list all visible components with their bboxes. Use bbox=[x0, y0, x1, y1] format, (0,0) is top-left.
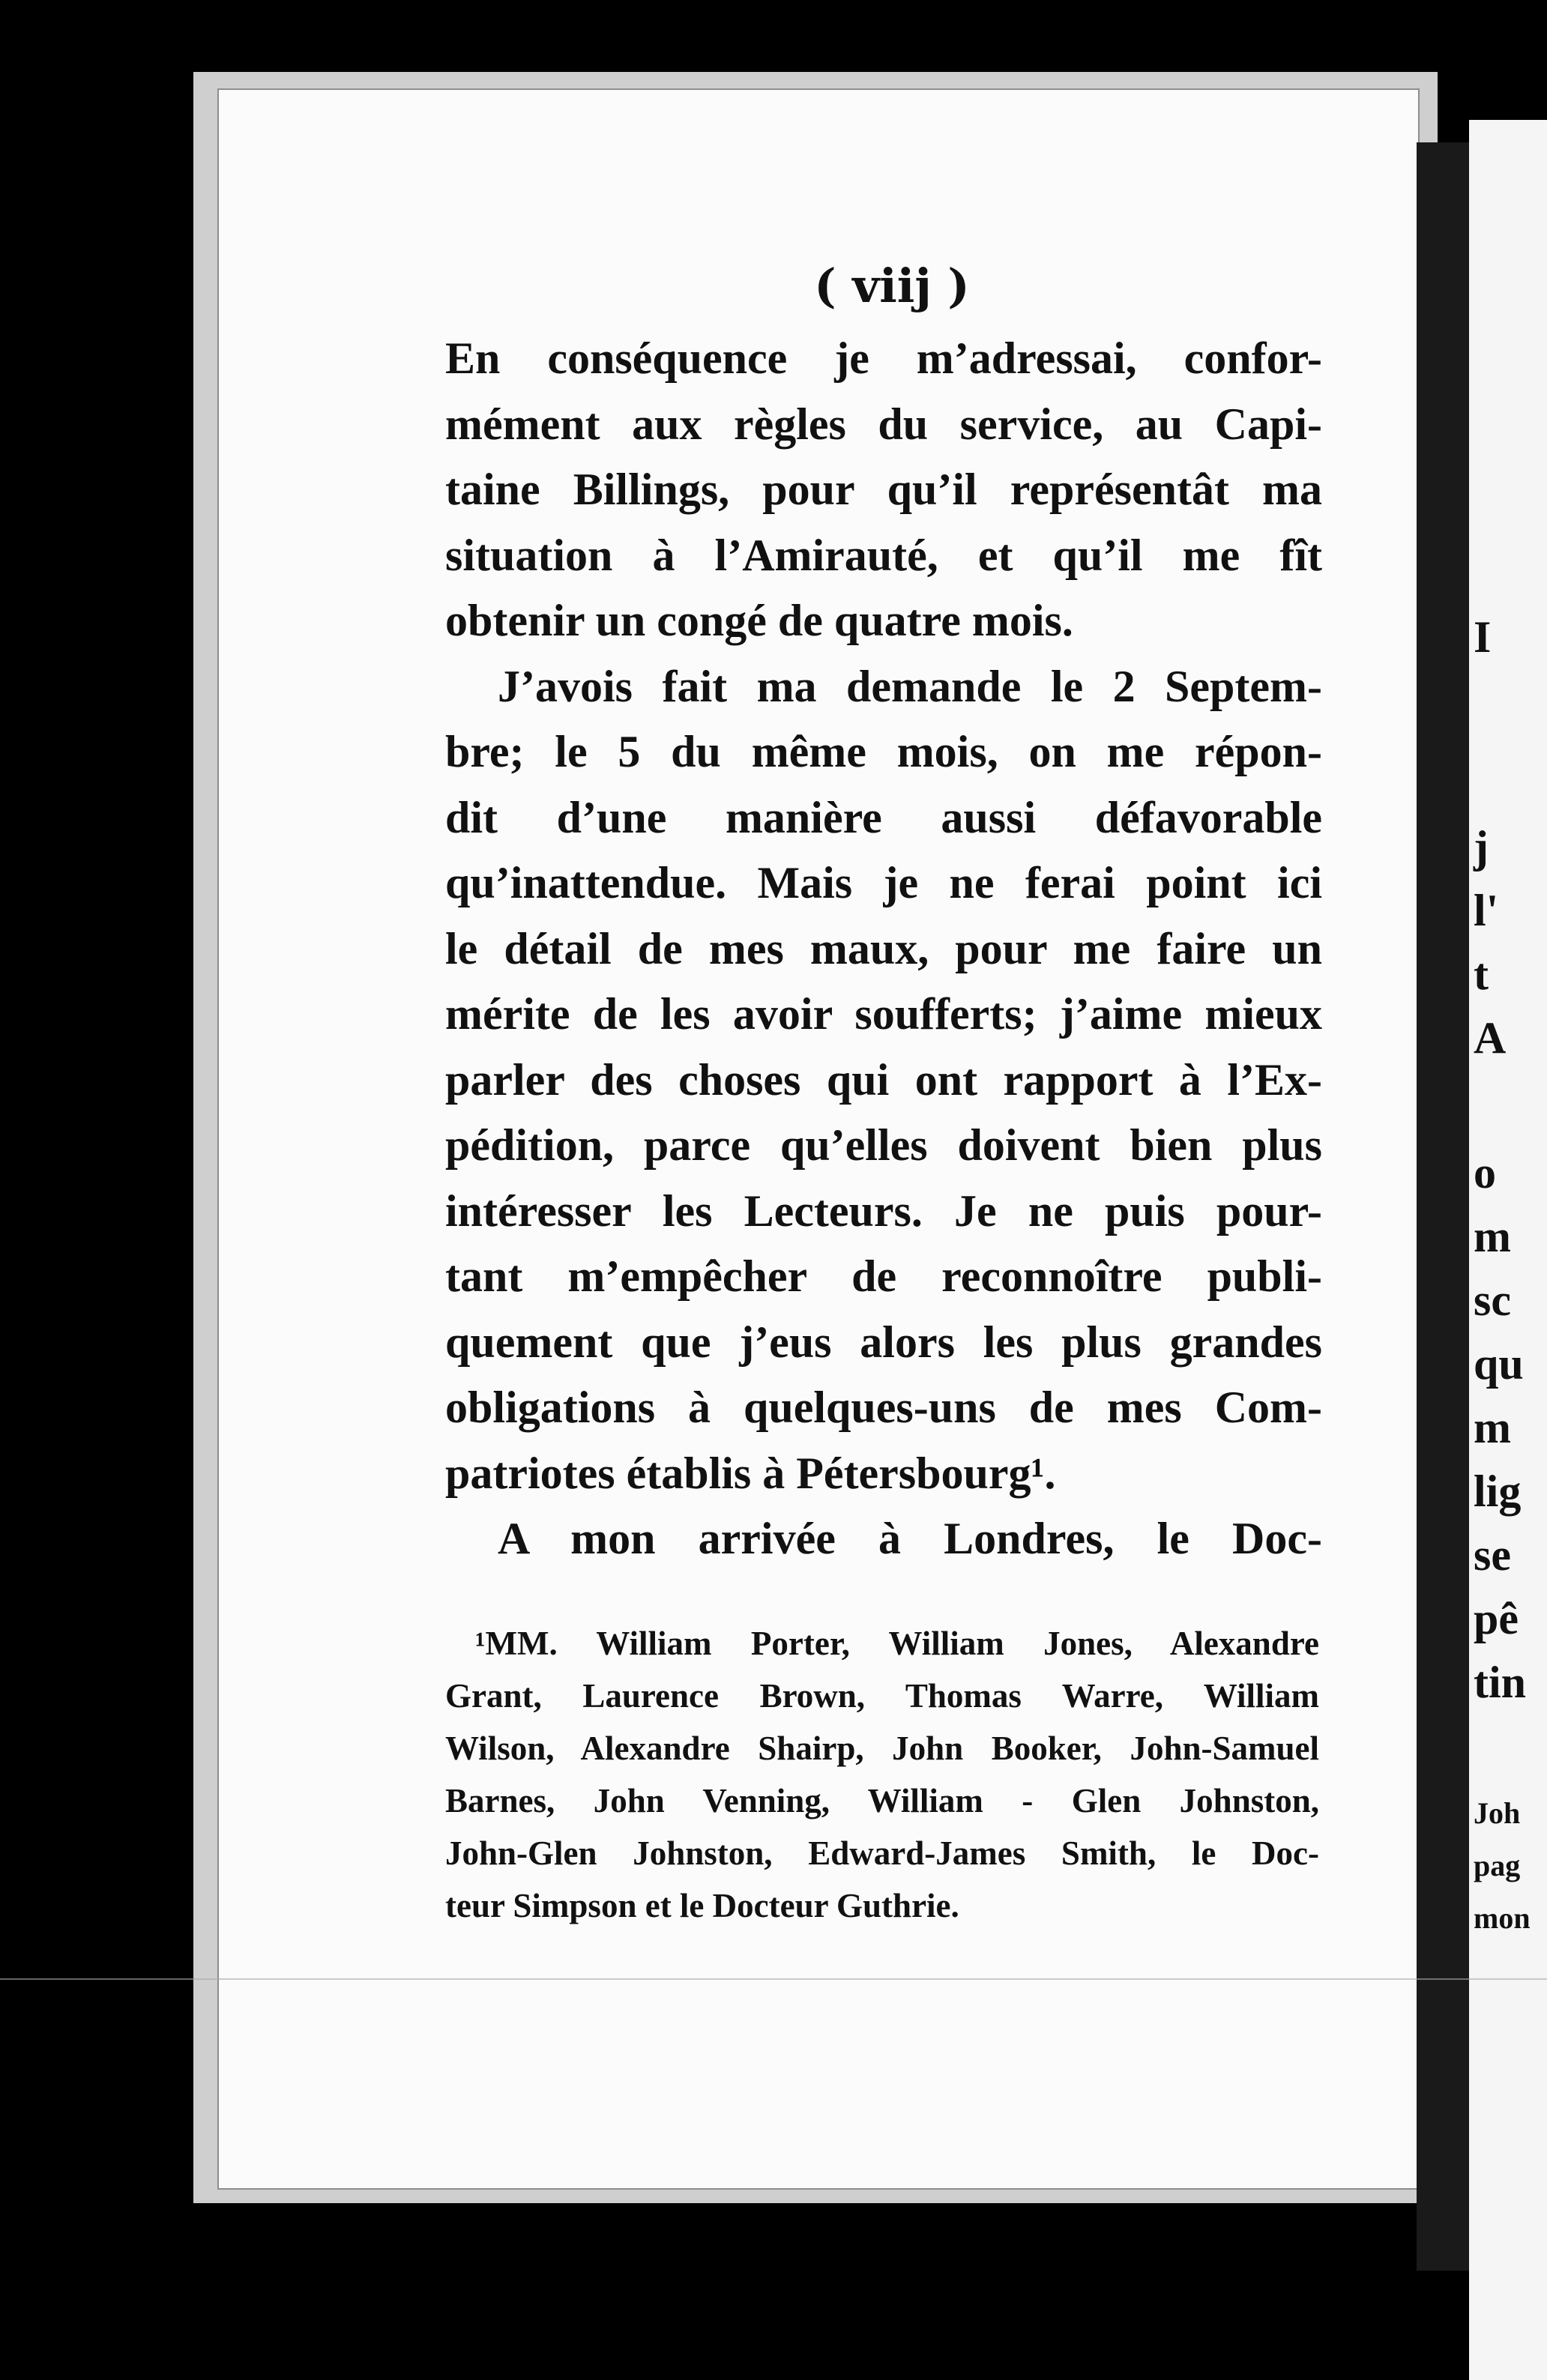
facing-page-fragment: lig bbox=[1474, 1467, 1522, 1516]
text-line: situation à l’Amirauté, et qu’il me fît bbox=[445, 530, 1322, 580]
footnote-block bbox=[445, 1617, 1319, 1932]
text-line: mérite de les avoir soufferts; j’aime mieux bbox=[445, 989, 1322, 1039]
text-line: obligations à quelques-uns de mes Com- bbox=[445, 1383, 1322, 1432]
main-text bbox=[445, 326, 1322, 1572]
text-line: J’avois fait ma demande le 2 Septem- bbox=[498, 661, 1322, 711]
footnote-line: Grant, Laurence Brown, Thomas Warre, William bbox=[445, 1677, 1319, 1715]
book-gutter bbox=[1417, 142, 1469, 2271]
facing-page-fragment: A bbox=[1474, 1013, 1507, 1063]
text-line: pédition, parce qu’elles doivent bien plus bbox=[445, 1120, 1322, 1170]
facing-page-fragment: j bbox=[1474, 822, 1489, 872]
page-number: ( viij ) bbox=[814, 259, 970, 313]
text-line: dit d’une manière aussi défavorable bbox=[445, 792, 1322, 842]
facing-page-fragment: pê bbox=[1474, 1594, 1519, 1643]
scan-artifact-line bbox=[0, 1978, 1547, 1980]
facing-page-fragment: I bbox=[1474, 612, 1492, 662]
text-line: intéresser les Lecteurs. Je ne puis pour- bbox=[445, 1186, 1322, 1236]
facing-page bbox=[1469, 120, 1547, 2380]
footnote-line: Wilson, Alexandre Shairp, John Booker, John-Samuel bbox=[445, 1730, 1319, 1767]
text-line: taine Billings, pour qu’il représentât ma bbox=[445, 465, 1322, 514]
text-line: qu’inattendue. Mais je ne ferai point ici bbox=[445, 858, 1322, 907]
text-line: tant m’empêcher de reconnoître publi- bbox=[445, 1251, 1322, 1301]
text-line: mément aux règles du service, au Capi- bbox=[445, 399, 1322, 449]
text-line: A mon arrivée à Londres, le Doc- bbox=[498, 1514, 1322, 1563]
facing-page-fragment: Joh bbox=[1474, 1796, 1521, 1830]
text-line: patriotes établis à Pétersbourg¹. bbox=[445, 1448, 1056, 1498]
footnote-line: teur Simpson et le Docteur Guthrie. bbox=[445, 1887, 959, 1924]
text-line: obtenir un congé de quatre mois. bbox=[445, 596, 1073, 645]
footnote-line: ¹MM. William Porter, William Jones, Alexandre bbox=[475, 1625, 1319, 1662]
text-line: le détail de mes maux, pour me faire un bbox=[445, 923, 1322, 973]
facing-page-fragment: pag bbox=[1474, 1849, 1521, 1882]
facing-page-fragment: mon bbox=[1474, 1901, 1531, 1935]
facing-page-fragment: o bbox=[1474, 1148, 1496, 1197]
footnote-line: Barnes, John Venning, William - Glen Johnston, bbox=[445, 1782, 1319, 1819]
facing-page-fragment: sc bbox=[1474, 1275, 1511, 1325]
facing-page-fragment: t bbox=[1474, 949, 1489, 999]
text-line: quement que j’eus alors les plus grandes bbox=[445, 1317, 1322, 1367]
text-line: bre; le 5 du même mois, on me répon- bbox=[445, 727, 1322, 776]
facing-page-fragment: tin bbox=[1474, 1658, 1527, 1707]
facing-page-fragment: l' bbox=[1474, 886, 1499, 935]
facing-page-fragment: m bbox=[1474, 1212, 1511, 1261]
facing-page-fragment: qu bbox=[1474, 1339, 1524, 1389]
footnote-line: John-Glen Johnston, Edward-James Smith, le Doc- bbox=[445, 1834, 1319, 1872]
facing-page-fragment: se bbox=[1474, 1530, 1511, 1580]
text-line: En conséquence je m’adressai, confor- bbox=[445, 333, 1322, 383]
facing-page-fragment: m bbox=[1474, 1403, 1511, 1452]
text-line: parler des choses qui ont rapport à l’Ex- bbox=[445, 1054, 1322, 1105]
